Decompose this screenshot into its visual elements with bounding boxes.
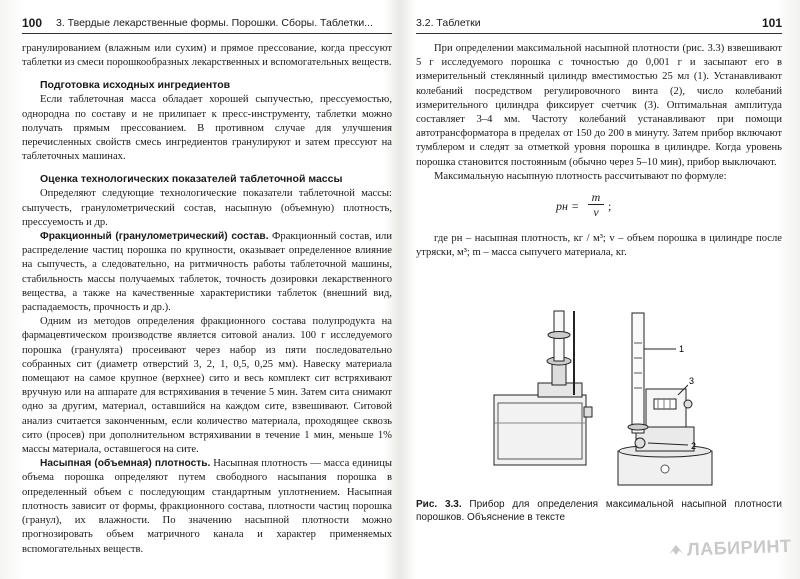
paragraph-sieve: Одним из методов определения фракционного состава полупродукта на фармацевтическом производстве является ситовой анализ. 100 г исследуемого порошка (гранулята) просеивают через набор из пяти последовательно собранных сит (диаметр отверстий 3, 2, 1, 0,5, 0,25 мм). Навеску материала помещают на самое крупное (верхнее) сито и весь комплект сит встряхивают вручную или на аппарате для встряхивания в течение 5 мин. Затем сита снимают одно за другим, материал, оставшийся на каждом сите, взвешивают. Ситовой анализ считается законченным, если количество материала, проходящее сквозь сито (просев) при дополнительном встряхивании в течение 1 мин, меньше 1% массы материала, оставшегося на сите.: [22, 316, 392, 456]
left-collar-upper: [548, 332, 570, 339]
caption-label: Рис. 3.3.: [416, 499, 462, 510]
left-page-header: [22, 17, 392, 34]
right-page: [416, 0, 782, 579]
right-vibrator-housing: [636, 427, 697, 451]
caption-text: Прибор для определения максимальной насыпной плотности порошков. Объяснение в тексте: [416, 499, 782, 523]
bulk-text: Насыпная плотность — масса единицы объема порошка определяют путем свободного насыпания порошка в определенный объем с последующим стандартным уплотнением. Насыпная плотность зависит от формы, фракционного состава, плотности частиц порошка (гранул), их влажности. По значению насыпной плотности можно прогнозировать объем матричного канала и характер применяемых вспомогательных веществ.: [22, 458, 392, 555]
density-apparatus-figure: [488, 303, 720, 493]
running-head-right: 3.2. Таблетки: [416, 17, 481, 29]
watermark-text: ЛАБИРИНТ: [686, 535, 792, 560]
fraction-text: Фракционный состав, или распределение частиц порошка по крупности, оказывает определенное влияние на сыпучесть, а следовательно, на ритмичность работы таблеточной машины, стабильность массы получаемых таблеток, точность дозировки лекарственного вещества, а также на качественные характеристики таблеток (внешний вид, распадаемость, прочность и др.).: [22, 231, 392, 314]
paragraph-bulk: [22, 457, 392, 556]
run-in-fraction: Фракционный (гранулометрический) состав.: [40, 231, 269, 243]
left-switch: [584, 407, 592, 417]
density-formula: [556, 190, 782, 224]
paragraph-preparation: Если таблеточная масса обладает хорошей сыпучестью, прессуемостью, однородна по составу и не прилипает к пресс-инструменту, таблетки можно получать прямым прессованием. В противном случае для улучшения перечисленных свойств смесь ингредиентов гранулируют и затем прессуют на таблеточных машинах.: [22, 94, 392, 163]
formula-fraction: [588, 190, 604, 219]
formula-denominator: v: [593, 205, 599, 220]
left-page-body: [22, 42, 392, 557]
figure-caption: [416, 498, 782, 524]
paragraph-fraction: [22, 230, 392, 315]
paragraph-measurement: При определении максимальной насыпной плотности (рис. 3.3) взвешивают 5 г исследуемого порошка с точностью до 0,001 г и засыпают его в измерительный стеклянный цилиндр вместимостью 25 мл (1). Устанавливают колебаний посредством регулировочного винта (2), число колебаний измерительного цилиндра фиксирует счетчик (3). Оптимальная амплитуда составляет 3–4 мм. Частоту колебаний устанавливают при помощи автотрансформатора в пределах от 150 до 200 в минуту. Затем прибор включают тумблером и следят за отметкой уровня порошка в цилиндре. Когда уровень порошка становится постоянным (обычно через 5–10 мин), прибор выключают.: [416, 43, 782, 168]
left-vibrator: [552, 363, 566, 385]
counter-knob: [684, 400, 692, 408]
page-number-left: 100: [22, 16, 43, 30]
run-in-bulk: Насыпная (объемная) плотность.: [40, 458, 211, 470]
paragraph-variables: где pн – насыпная плотность, кг / м³; v – объем порошка в цилиндре после утряски, м³; m – масса сыпучего материала, кг.: [416, 233, 782, 259]
formula-numerator: m: [588, 190, 604, 205]
counter-window: [654, 399, 676, 409]
figure-label-3: 3: [689, 376, 695, 386]
page-number-right: 101: [761, 16, 782, 30]
heading-preparation: Подготовка исходных ингредиентов: [40, 79, 231, 92]
adjusting-screw: [635, 438, 645, 448]
left-page: [22, 0, 392, 579]
bird-logo-icon: [668, 542, 685, 559]
right-page-header: [416, 17, 782, 34]
paragraph-evaluation: Определяют следующие технологические показатели таблеточной массы: сыпучесть, гранулометрический состав, насыпную (объемную) плотность, прессуемость и др.: [22, 188, 392, 228]
left-base-housing: [494, 395, 586, 465]
formula-lhs: pн =: [556, 199, 580, 214]
figure-label-1: 1: [679, 344, 685, 354]
right-page-body: [416, 42, 782, 260]
running-head-left: 3. Твердые лекарственные формы. Порошки. Сборы. Таблетки...: [56, 17, 374, 29]
paragraph-formula-intro: Максимальную насыпную плотность рассчитывают по формуле:: [434, 170, 727, 182]
base-indicator: [661, 465, 669, 473]
paragraph-intro: гранулированием (влажным или сухим) и прямое прессование, когда прессуют таблетки из смеси порошкообразных лекарственных и вспомогательных веществ.: [22, 43, 392, 69]
heading-evaluation: Оценка технологических показателей таблеточной массы: [40, 173, 343, 186]
formula-tail: ;: [608, 199, 612, 214]
figure-label-2: 2: [691, 441, 697, 451]
labirint-watermark: [668, 536, 792, 561]
